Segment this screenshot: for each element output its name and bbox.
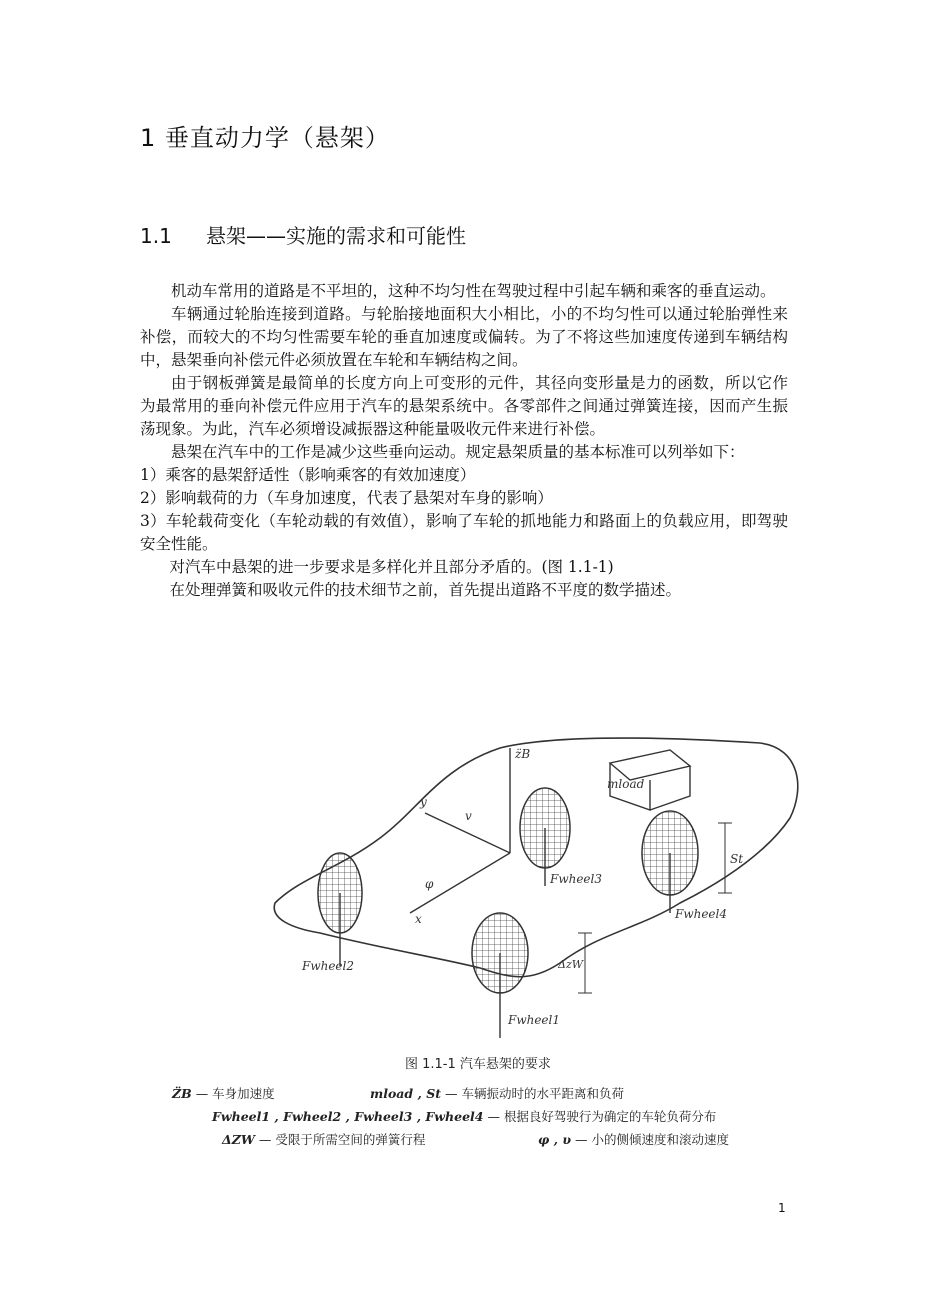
paragraph: 机动车常用的道路是不平坦的，这种不均匀性在驾驶过程中引起车辆和乘客的垂直运动。 [171,282,776,300]
section-heading [140,220,466,249]
fwheel4-label: Fwheel4 [675,907,728,921]
mload-label: mload [607,777,645,791]
chapter-heading: 1 垂直动力学（悬架） [140,124,390,152]
legend-text: — 受限于所需空间的弹簧行程 [258,1132,426,1147]
list-item: 2）影响载荷的力（车身加速度，代表了悬架对车身的影响） [140,489,553,507]
car-suspension-figure [260,728,810,1048]
st-label: St [730,852,744,866]
dzw-label: ΔzW [558,958,584,971]
fwheel3-label: Fwheel3 [550,872,603,886]
wheel-2 [318,853,362,966]
legend-text: — 车身加速度 [195,1086,275,1101]
figure-caption: 图 1.1-1 汽车悬架的要求 [405,1057,551,1072]
v-label: v [465,809,472,823]
phi-label: φ [425,877,434,891]
paragraph: 车辆通过轮胎连接到道路。与轮胎接地面积大小相比，小的不均匀性可以通过轮胎弹性来补偿，而较大的不均匀性需要车轮的垂直加速度或偏转。为了不将这些加速度传递到车辆结构中，悬架垂向补偿元件必须放置在车轮和车辆结构之间。 [140,305,788,369]
legend-row-4 [222,1130,425,1148]
legend-row-3 [212,1107,716,1125]
section-number: 1.1 [140,224,172,248]
legend-row-2 [370,1084,624,1102]
legend-symbol: mload , St [370,1086,442,1101]
x-axis-label: x [415,912,422,926]
list-item: 1）乘客的悬架舒适性（影响乘客的有效加速度） [140,466,476,484]
fwheel1-label: Fwheel1 [508,1013,561,1027]
list-item: 3）车轮载荷变化（车轮动载的有效值），影响了车轮的抓地能力和路面上的负载应用，即驾驶安全性能。 [140,512,788,553]
paragraph: 由于钢板弹簧是最简单的长度方向上可变形的元件，其径向变形量是力的函数，所以它作为最常用的垂向补偿元件应用于汽车的悬架系统中。各零部件之间通过弹簧连接，因而产生振荡现象。为此，汽车必须增设减振器这种能量吸收元件来进行补偿。 [140,374,788,438]
legend-symbol: Z̈B [172,1086,192,1101]
y-axis-label: y [420,795,427,809]
legend-text: — 根据良好驾驶行为确定的车轮负荷分布 [487,1109,717,1124]
zb-label: z̈B [515,747,531,761]
legend-symbol: φ , υ [538,1132,572,1147]
paragraph: 在处理弹簧和吸收元件的技术细节之前，首先提出道路不平度的数学描述。 [169,581,681,599]
section-title: 悬架——实施的需求和可能性 [206,224,466,248]
paragraph: 悬架在汽车中的工作是减少这些垂向运动。规定悬架质量的基本标准可以列举如下： [171,443,745,461]
body-text [140,280,788,602]
paragraph: 对汽车中悬架的进一步要求是多样化并且部分矛盾的。(图 1.1-1) [169,558,614,576]
fwheel2-label: Fwheel2 [302,959,355,973]
legend-row-1 [172,1084,275,1102]
page-number: 1 [778,1201,786,1215]
legend-row-5 [538,1130,729,1148]
legend-symbol: Fwheel1 , Fwheel2 , Fwheel3 , Fwheel4 [212,1109,484,1124]
legend-text: — 车辆振动时的水平距离和负荷 [445,1086,624,1101]
legend-text: — 小的侧倾速度和滚动速度 [575,1132,730,1147]
legend-symbol: ΔZW [222,1132,255,1147]
